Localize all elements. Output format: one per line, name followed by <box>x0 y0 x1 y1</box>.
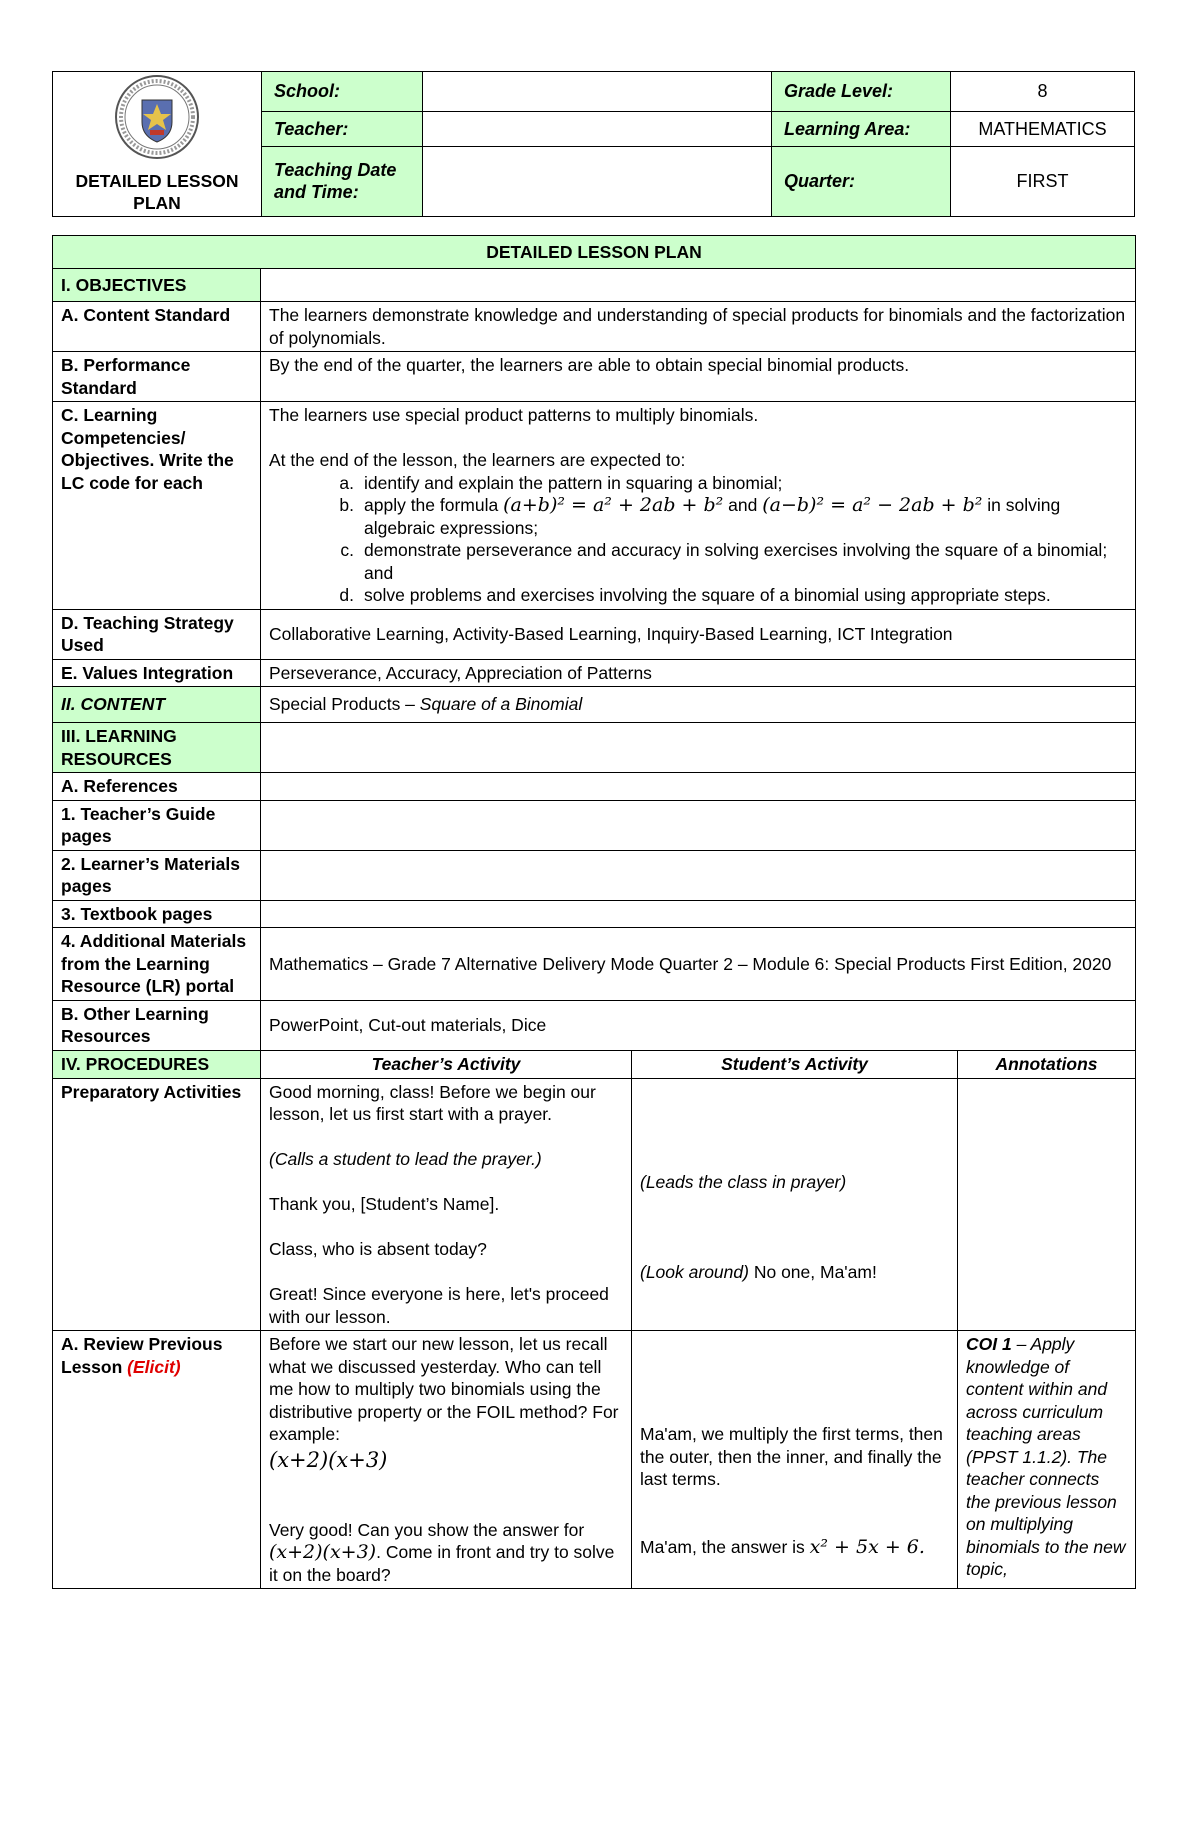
strategy-value: Collaborative Learning, Activity-Based Learning, Inquiry-Based Learning, ICT Integration <box>261 609 1136 659</box>
col-teacher-activity: Teacher’s Activity <box>261 1050 632 1078</box>
review-student <box>632 1331 958 1589</box>
teacher-label: Teacher: <box>262 112 423 147</box>
procedures-label: IV. PROCEDURES <box>53 1050 261 1078</box>
additional-materials-value: Mathematics – Grade 7 Alternative Delivery Mode Quarter 2 – Module 6: Special Products First Edition, 2020 <box>261 928 1136 1001</box>
formula-diff-square: (a−b)² = a² − 2ab + b² <box>762 494 983 516</box>
prep-teacher-2: (Calls a student to lead the prayer.) <box>269 1149 542 1169</box>
additional-materials-label: 4. Additional Materials from the Learning Resource (LR) portal <box>53 928 261 1001</box>
plan-title: DETAILED LESSON PLAN <box>53 236 1136 269</box>
content-standard-value: The learners demonstrate knowledge and understanding of special products for binomials and the factorization of polynomials. <box>261 302 1136 352</box>
resources-label: III. LEARNING RESOURCES <box>53 723 261 773</box>
learners-materials-value <box>261 850 1136 900</box>
deped-seal-icon <box>114 74 200 160</box>
col-annotations: Annotations <box>958 1050 1136 1078</box>
lc-intro: The learners use special product patterns to multiply binomials. <box>269 405 759 425</box>
grade-value: 8 <box>951 72 1135 112</box>
content-value: Special Products – Square of a Binomial <box>261 687 1136 723</box>
objective-a: a. identify and explain the pattern in squaring a binomial; <box>339 472 783 493</box>
objectives-value <box>261 269 1136 302</box>
performance-standard-label: B. Performance Standard <box>53 352 261 402</box>
learners-materials-label: 2. Learner’s Materials pages <box>53 850 261 900</box>
review-student-1: Ma'am, we multiply the first terms, then the outer, then the inner, and finally the last terms. <box>640 1424 943 1489</box>
resources-value <box>261 723 1136 773</box>
header-logo-cell <box>53 72 262 217</box>
review-teacher <box>261 1331 632 1589</box>
doc-title: DETAILED LESSON PLAN <box>75 170 239 213</box>
prep-student-1: (Leads the class in prayer) <box>640 1171 847 1192</box>
formula-sum-square: (a+b)² = a² + 2ab + b² <box>503 494 724 516</box>
quarter-value: FIRST <box>951 147 1135 216</box>
prep-teacher-1: Good morning, class! Before we begin our lesson, let us first start with a prayer. <box>269 1081 596 1124</box>
review-teacher-1: Before we start our new lesson, let us recall what we discussed yesterday. Who can tell me how to multiply two binomials using the distributive property or the FOIL method? For example: <box>269 1334 619 1444</box>
school-label: School: <box>262 72 423 112</box>
textbook-label: 3. Textbook pages <box>53 900 261 928</box>
values-label: E. Values Integration <box>53 659 261 687</box>
lc-label-text: C. Learning Competencies/ Objectives. Write the LC code for each <box>61 405 234 493</box>
preparatory-annotations <box>958 1078 1136 1331</box>
content-label: II. CONTENT <box>53 687 261 723</box>
objective-c: c. demonstrate perseverance and accuracy in solving exercises involving the square of a binomial; and <box>340 540 1108 583</box>
elicit-tag: (Elicit) <box>127 1356 181 1377</box>
values-value: Perseverance, Accuracy, Appreciation of Patterns <box>261 659 1136 687</box>
review-example-math: (x+2)(x+3) <box>269 1447 388 1472</box>
school-value <box>423 72 772 112</box>
prep-teacher-4: Class, who is absent today? <box>269 1239 487 1259</box>
review-teacher-2: Very good! Can you show the answer for (x+2)(x+3). Come in front and try to solve it on the board? <box>269 1519 615 1585</box>
prep-student-2: (Look around) No one, Ma'am! <box>640 1261 877 1282</box>
area-label: Learning Area: <box>772 112 951 147</box>
references-value <box>261 773 1136 801</box>
quarter-label: Quarter: <box>772 147 951 216</box>
grade-label: Grade Level: <box>772 72 951 112</box>
review-label: A. Review Previous Lesson (Elicit) <box>53 1331 261 1589</box>
strategy-label: D. Teaching Strategy Used <box>53 609 261 659</box>
lc-expect: At the end of the lesson, the learners are expected to: <box>269 450 686 470</box>
header-table <box>52 71 1135 217</box>
prep-teacher-5: Great! Since everyone is here, let's proceed with our lesson. <box>269 1284 609 1327</box>
textbook-value <box>261 900 1136 928</box>
objectives-list <box>269 472 1127 607</box>
content-standard-label: A. Content Standard <box>53 302 261 352</box>
area-value: MATHEMATICS <box>951 112 1135 147</box>
prep-teacher-3: Thank you, [Student’s Name]. <box>269 1194 500 1214</box>
date-label: Teaching Date and Time: <box>262 147 423 216</box>
objective-b: b. apply the formula (a+b)² = a² + 2ab + b² and (a−b)² = a² − 2ab + b² in solving algebraic expressions; <box>339 494 1061 538</box>
review-annotations: COI 1 – Apply knowledge of content within and across curriculum teaching areas (PPST 1.1.2). The teacher connects the previous lesson on multiplying binomials to the new topic, <box>958 1331 1136 1589</box>
learning-competencies-value <box>261 402 1136 610</box>
lesson-plan-table <box>52 235 1136 1589</box>
preparatory-teacher <box>261 1078 632 1331</box>
other-resources-value: PowerPoint, Cut-out materials, Dice <box>261 1000 1136 1050</box>
performance-standard-value: By the end of the quarter, the learners are able to obtain special binomial products. <box>261 352 1136 402</box>
preparatory-label: Preparatory Activities <box>53 1078 261 1331</box>
teachers-guide-label: 1. Teacher’s Guide pages <box>53 800 261 850</box>
other-resources-label: B. Other Learning Resources <box>53 1000 261 1050</box>
learning-competencies-label <box>53 402 261 610</box>
references-label: A. References <box>53 773 261 801</box>
review-student-2: Ma'am, the answer is x² + 5x + 6. <box>640 1535 925 1558</box>
date-value <box>423 147 772 216</box>
teachers-guide-value <box>261 800 1136 850</box>
objective-d: d. solve problems and exercises involving the square of a binomial using appropriate steps. <box>339 585 1051 605</box>
objectives-label: I. OBJECTIVES <box>53 269 261 302</box>
teacher-value <box>423 112 772 147</box>
preparatory-student <box>632 1078 958 1331</box>
col-student-activity: Student’s Activity <box>632 1050 958 1078</box>
